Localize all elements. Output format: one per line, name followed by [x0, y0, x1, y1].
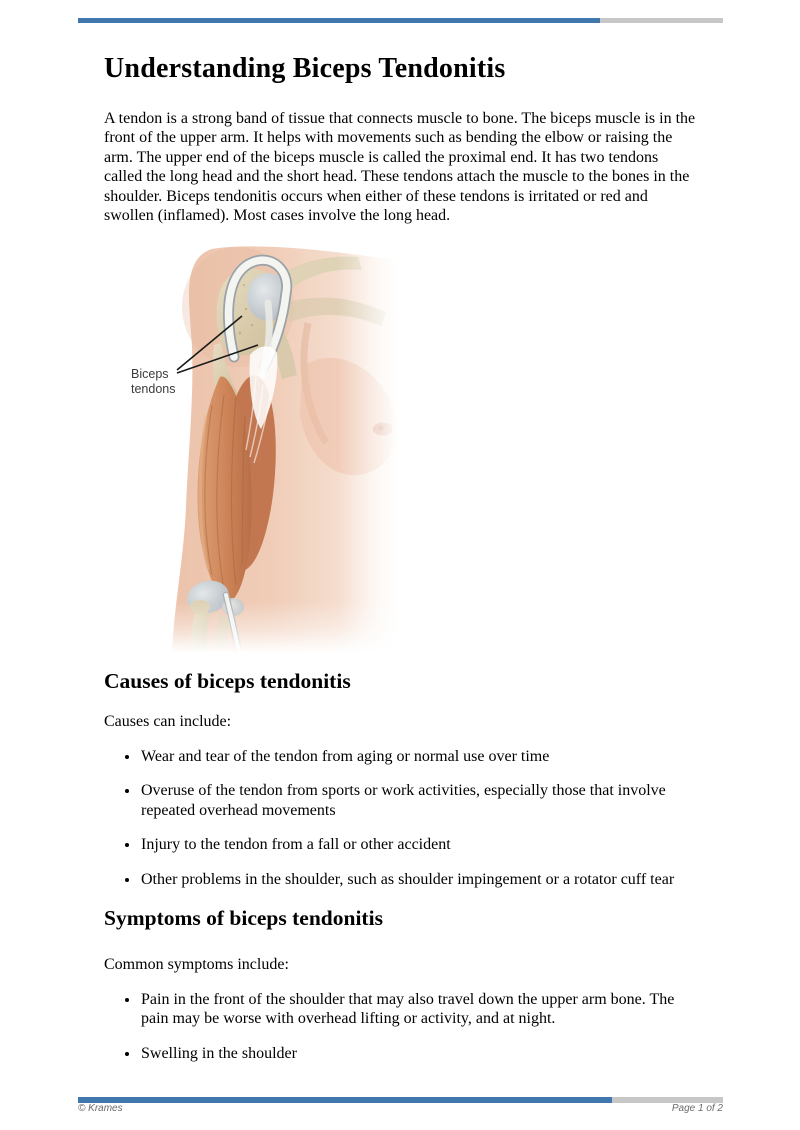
symptoms-heading: Symptoms of biceps tendonitis — [104, 906, 383, 931]
bullet-item: • Pain in the front of the shoulder that may also travel down the upper arm bone. The pain may be worse with overhead lifting or activity, and at night. — [140, 990, 696, 1029]
bullet-item: • Swelling in the shoulder — [140, 1044, 696, 1064]
biceps-anatomy-illustration — [100, 245, 400, 653]
figure-label-line1: Biceps — [131, 366, 169, 381]
causes-heading: Causes of biceps tendonitis — [104, 668, 351, 693]
symptoms-lead: Common symptoms include: — [104, 956, 289, 974]
bullet-item: • Overuse of the tendon from sports or work activities, especially those that involve repeated overhead movements — [140, 781, 696, 820]
document-content — [104, 0, 696, 1078]
bullet-item: • Injury to the tendon from a fall or other accident — [140, 835, 696, 855]
causes-list — [104, 747, 696, 890]
section-symptoms — [104, 906, 696, 1063]
intro-paragraph: A tendon is a strong band of tissue that connects muscle to bone. The biceps muscle is in the front of the upper arm. It helps with movements such as bending the elbow or raising the arm. The upper end of the biceps muscle is called the proximal end. It has two tendons called the long head and the short head. These tendons attach the muscle to the bones in the shoulder. Biceps tendonitis occurs when either of these tendons is irritated or red and swollen (inflamed). Most cases involve the long head. — [104, 109, 696, 225]
bottom-fade — [100, 601, 400, 653]
page-title: Understanding Biceps Tendonitis — [104, 53, 506, 84]
footer-copyright: © Krames — [78, 1103, 123, 1114]
symptoms-list — [104, 990, 696, 1064]
figure-label-line2: tendons — [131, 381, 176, 396]
section-causes — [104, 669, 696, 890]
page-footer — [78, 1103, 723, 1114]
bullet-item: • Wear and tear of the tendon from aging or normal use over time — [140, 747, 696, 767]
right-fade — [338, 245, 400, 653]
footer-page-number: Page 1 of 2 — [671, 1103, 723, 1114]
anatomy-figure — [100, 245, 400, 653]
causes-lead: Causes can include: — [104, 713, 232, 731]
bullet-item: • Other problems in the shoulder, such as shoulder impingement or a rotator cuff tear — [140, 870, 696, 890]
